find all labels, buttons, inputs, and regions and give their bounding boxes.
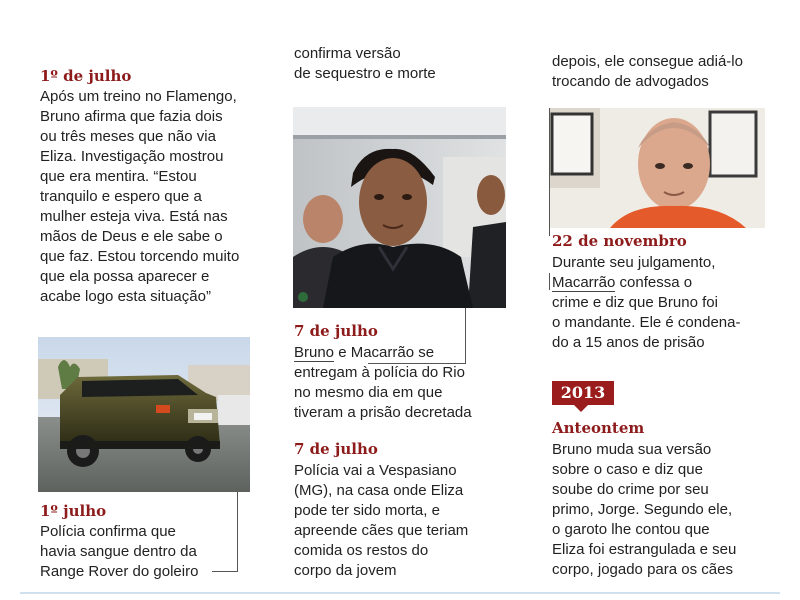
text-line: confessa o [615,274,693,291]
range-rover-photo [38,337,250,492]
macarrao-photo [550,108,765,228]
text-line: corpo, jogado para os cães [552,561,733,578]
year-badge: 2013 [552,381,614,405]
text-line: do a 15 anos de prisão [552,334,705,351]
text-line: (MG), na casa onde Eliza [294,482,464,499]
text-line: Eliza foi estrangulada e seu [552,541,737,558]
text-line: depois, ele consegue adiá-lo [552,53,743,70]
date-label: 7 de julho [294,440,378,458]
bruno-photo [293,107,506,308]
connector-line [549,108,550,236]
text-line: no mesmo dia em que [294,384,443,401]
date-label: 22 de novembro [552,232,687,250]
text-line: Bruno afirma que fazia dois [40,108,223,125]
text-line: mãos de Deus e ele sabe o [40,228,223,245]
text-line: comida os restos do [294,542,429,559]
date-label: Anteontem [552,419,645,437]
page-divider [20,592,780,594]
text-line: e Macarrão se [334,344,435,361]
text-line: trocando de advogados [552,73,709,90]
highlighted-text: Macarrão [552,274,616,291]
highlighted-text: Bruno [294,344,335,361]
text-line: entregam à polícia do Rio [294,364,465,381]
text-line: corpo da jovem [294,562,397,579]
text-line: que faz. Estou torcendo muito [40,248,240,265]
text-line: que ela possa aparecer e [40,268,210,285]
text-line: que era mentira. “Estou [40,168,197,185]
text-line: Após um treino no Flamengo, [40,88,237,105]
connector-line [237,492,238,572]
text-line: confirma versão [294,45,401,62]
date-label: 1º de julho [40,67,132,85]
date-label: 1º julho [40,502,107,520]
text-line: de sequestro e morte [294,65,436,82]
connector-line [465,308,466,364]
text-line: sobre o caso e diz que [552,461,703,478]
text-line: o garoto lhe contou que [552,521,710,538]
text-line: tranquilo e espero que a [40,188,202,205]
text-line: apreende cães que teriam [294,522,469,539]
highlighted-text: Range Rover do goleiro [40,563,199,580]
text-line: tiveram a prisão decretada [294,404,472,421]
text-line: pode ter sido morta, e [294,502,440,519]
text-line: acabe logo esta situação” [40,288,211,305]
date-label: 7 de julho [294,322,378,340]
text-line: soube do crime por seu [552,481,709,498]
text-line: crime e diz que Bruno foi [552,294,718,311]
text-line: havia sangue dentro da [40,543,197,560]
text-line: Bruno muda sua versão [552,441,712,458]
text-line: mulher esteja viva. Está nas [40,208,228,225]
text-line: ou três meses que não via [40,128,216,145]
text-line: Eliza. Investigação mostrou [40,148,224,165]
text-line: o mandante. Ele é condena- [552,314,741,331]
text-line: Polícia vai a Vespasiano [294,462,457,479]
connector-line [212,571,238,572]
text-line: Polícia confirma que [40,523,176,540]
text-line: primo, Jorge. Segundo ele, [552,501,733,518]
connector-line [549,273,550,290]
text-line: Durante seu julgamento, [552,254,716,271]
